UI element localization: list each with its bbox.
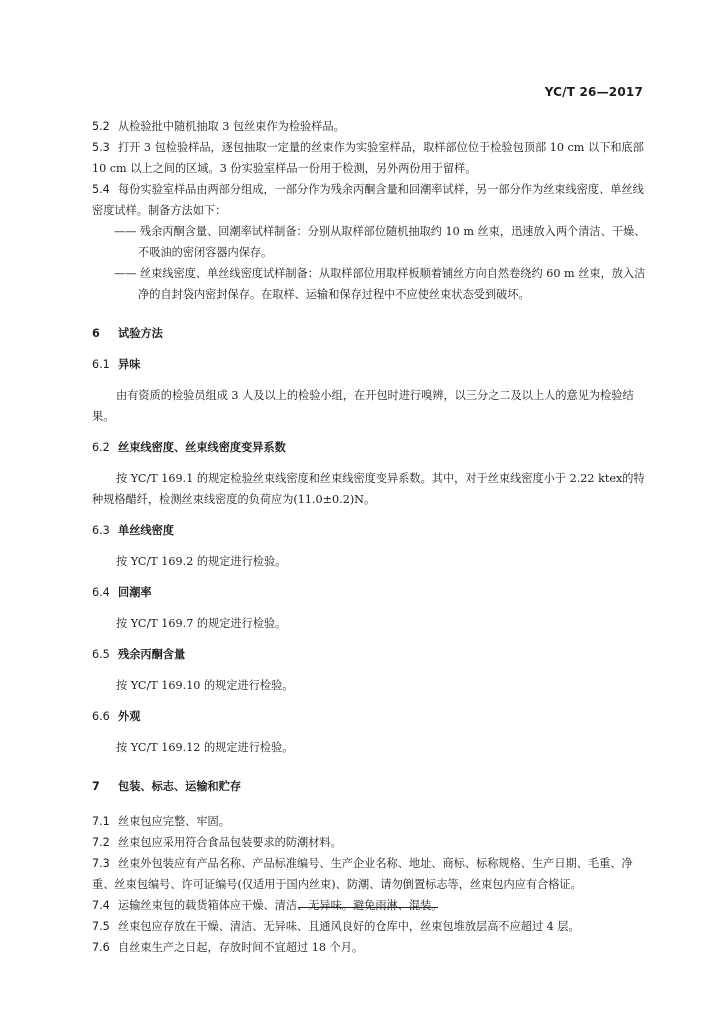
subsection-6-3-heading bbox=[92, 520, 652, 541]
subsection-6-6-heading bbox=[92, 706, 652, 727]
section-title: 包装、标志、运输和贮存 bbox=[118, 780, 242, 793]
clause-5-2 bbox=[92, 116, 652, 137]
section-number: 6 bbox=[92, 327, 100, 340]
subsection-6-1-text: 由有资质的检验员组成 3 人及以上的检验小组，在开包时进行嗅辨，以三分之二及以上人的意见为检验结果。 bbox=[92, 389, 634, 423]
subsection-6-4-heading bbox=[92, 582, 652, 603]
clause-number: 7.6 bbox=[92, 941, 110, 954]
document-body bbox=[92, 116, 652, 958]
clause-text: 运输丝束包的载货箱体应干燥、清洁、无异味。避免雨淋、混装。 bbox=[118, 899, 443, 912]
standard-code-header: YC/T 26—2017 bbox=[544, 85, 643, 99]
subsection-6-2-heading bbox=[92, 437, 652, 458]
subsection-title: 残余丙酮含量 bbox=[118, 648, 186, 661]
subsection-6-1-heading bbox=[92, 354, 652, 375]
section-6-heading bbox=[92, 323, 652, 344]
subsection-6-4-text: 按 YC/T 169.7 的规定进行检验。 bbox=[116, 617, 287, 630]
clause-number: 7.5 bbox=[92, 920, 110, 933]
subsection-number: 6.2 bbox=[92, 441, 110, 454]
clause-5-4 bbox=[92, 179, 652, 221]
end-of-document-rule bbox=[298, 907, 438, 908]
clause-text: 丝束包应完整、牢固。 bbox=[118, 815, 230, 828]
subsection-title: 单丝线密度 bbox=[118, 524, 174, 537]
clause-7-3 bbox=[92, 853, 652, 895]
clause-number: 7.3 bbox=[92, 857, 110, 870]
clause-text: 每份实验室样品由两部分组成，一部分作为残余丙酮含量和回潮率试样，另一部分作为丝束线密度、单丝线密度试样。制备方法如下： bbox=[92, 183, 644, 217]
clause-number: 5.4 bbox=[92, 183, 110, 196]
clause-text: 丝束包应采用符合食品包装要求的防潮材料。 bbox=[118, 836, 342, 849]
clause-text: 自丝束生产之日起，存放时间不宜超过 18 个月。 bbox=[118, 941, 364, 954]
subsection-6-5-heading bbox=[92, 644, 652, 665]
subsection-6-3-text: 按 YC/T 169.2 的规定进行检验。 bbox=[116, 555, 287, 568]
clause-7-6 bbox=[92, 937, 652, 958]
subsection-number: 6.4 bbox=[92, 586, 110, 599]
clause-text: 从检验批中随机抽取 3 包丝束作为检验样品。 bbox=[118, 120, 345, 133]
clause-7-1 bbox=[92, 811, 652, 832]
clause-7-5 bbox=[92, 916, 652, 937]
list-item: —— 丝束线密度、单丝线密度试样制备：从取样部位用取样板顺着铺丝方向自然卷绕约 60 m 丝束，放入洁净的自封袋内密封保存。在取样、运输和保存过程中不应使丝束状态受到破坏。 bbox=[114, 267, 646, 301]
subsection-title: 外观 bbox=[118, 710, 141, 723]
subsection-number: 6.3 bbox=[92, 524, 110, 537]
clause-7-4 bbox=[92, 895, 652, 916]
clause-7-2 bbox=[92, 832, 652, 853]
subsection-6-2-text: 按 YC/T 169.1 的规定检验丝束线密度和丝束线密度变异系数。其中，对于丝束线密度小于 2.22 ktex的特种规格醋纤，检测丝束线密度的负荷应为(11.0±0.2)N。 bbox=[92, 472, 645, 506]
subsection-title: 回潮率 bbox=[118, 586, 152, 599]
clause-number: 7.1 bbox=[92, 815, 110, 828]
list-item: —— 残余丙酮含量、回潮率试样制备：分别从取样部位随机抽取约 10 m 丝束，迅速放入两个清洁、干燥、不吸油的密闭容器内保存。 bbox=[114, 225, 646, 259]
clause-number: 5.3 bbox=[92, 141, 110, 154]
subsection-number: 6.1 bbox=[92, 358, 110, 371]
section-number: 7 bbox=[92, 780, 100, 793]
subsection-6-5-text: 按 YC/T 169.10 的规定进行检验。 bbox=[116, 679, 294, 692]
section-7-heading bbox=[92, 776, 652, 797]
subsection-6-6-text: 按 YC/T 169.12 的规定进行检验。 bbox=[116, 741, 294, 754]
clause-text: 丝束包应存放在干燥、清洁、无异味、且通风良好的仓库中，丝束包堆放层高不应超过 4 层。 bbox=[118, 920, 580, 933]
clause-text: 打开 3 包检验样品，逐包抽取一定量的丝束作为实验室样品，取样部位位于检验包顶部 10 cm 以下和底部 10 cm 以上之间的区域。3 份实验室样品一份用于检测，另外两份用于留样。 bbox=[92, 141, 644, 175]
clause-number: 7.4 bbox=[92, 899, 110, 912]
clause-text: 丝束外包装应有产品名称、产品标准编号、生产企业名称、地址、商标、标称规格、生产日期、毛重、净重、丝束包编号、许可证编号(仅适用于国内丝束)、防潮、请勿倒置标志等，丝束包内应有合格证。 bbox=[92, 857, 633, 891]
subsection-title: 丝束线密度、丝束线密度变异系数 bbox=[118, 441, 286, 454]
section-title: 试验方法 bbox=[118, 327, 163, 340]
subsection-number: 6.5 bbox=[92, 648, 110, 661]
clause-number: 7.2 bbox=[92, 836, 110, 849]
subsection-title: 异味 bbox=[118, 358, 141, 371]
clause-number: 5.2 bbox=[92, 120, 110, 133]
subsection-number: 6.6 bbox=[92, 710, 110, 723]
clause-5-3 bbox=[92, 137, 652, 179]
